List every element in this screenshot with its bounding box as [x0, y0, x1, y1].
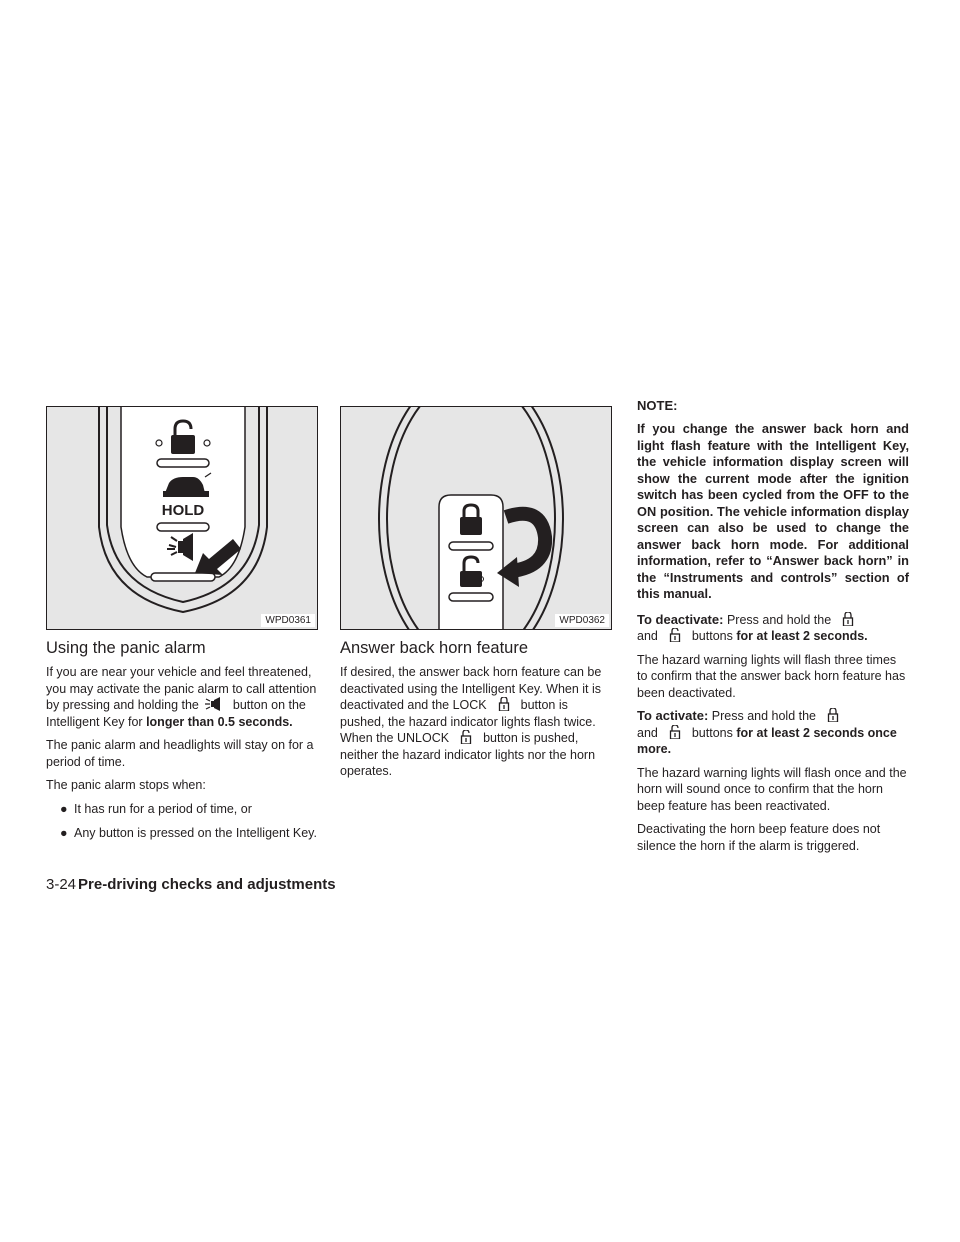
- figure-lock-key: [340, 406, 612, 630]
- column-right: [637, 398, 909, 861]
- activate-result: The hazard warning lights will flash once and the horn will sound once to confirm that the horn beep feature has been reactivated.: [637, 765, 907, 813]
- activate-text: Press and hold the: [711, 709, 817, 723]
- column-left: [46, 406, 318, 850]
- activate-label: To activate:: [637, 708, 709, 723]
- bullet-icon: ●: [60, 826, 68, 840]
- answer-text-a: If desired, the answer back horn feature can be deactivated using the Intelligent Key. When it is deactivated and the LOCK: [340, 665, 602, 712]
- unlock-button-icon: [455, 730, 477, 744]
- figure-code: WPD0362: [555, 614, 609, 627]
- unlock-button-icon: [664, 725, 686, 739]
- panic-paragraph-2: The panic alarm and headlights will stay on for a period of time.: [46, 738, 314, 769]
- panic-stop-list: [46, 801, 318, 842]
- intelligent-key-lock-illustration: [341, 407, 612, 630]
- and-text: and: [637, 629, 658, 643]
- lock-button-icon: [822, 708, 844, 722]
- panic-duration: longer than 0.5 seconds.: [146, 714, 293, 729]
- and-text: and: [637, 725, 658, 740]
- answer-back-paragraph: [340, 664, 612, 780]
- note-body: If you change the answer back horn and light flash feature with the Intelligent Key, the vehicle information display screen will show the current mode after the ignition switch has been cycled from the OFF to the ON position. The vehicle information display screen can also be used to change the answer back horn mode. For additional information, refer to “Answer back horn” in the “Instruments and controls” section of this manual.: [637, 421, 909, 601]
- deactivate-duration: for at least 2 seconds.: [736, 629, 868, 643]
- column-middle: [340, 406, 612, 787]
- panic-paragraph-3: The panic alarm stops when:: [46, 778, 206, 792]
- bullet-icon: ●: [60, 801, 68, 816]
- figure-panic-key: [46, 406, 318, 630]
- activate-duration: for at least 2 seconds once more.: [637, 725, 897, 756]
- answer-text-c: button is pushed, neither the hazard indicator lights nor the horn operates.: [340, 731, 596, 778]
- section-heading-panic-alarm: Using the panic alarm: [46, 639, 206, 657]
- list-item-text: Any button is pressed on the Intelligent Key.: [74, 826, 317, 840]
- panic-paragraph-1: [46, 664, 318, 730]
- lock-button-icon: [837, 612, 859, 626]
- panic-text-b: button on the Intelligent Key for: [46, 698, 306, 729]
- list-item: [60, 825, 318, 842]
- note-heading: NOTE:: [637, 398, 678, 413]
- buttons-text: buttons: [691, 629, 733, 643]
- final-paragraph: Deactivating the horn beep feature does not silence the horn if the alarm is triggered.: [637, 822, 881, 853]
- list-item: [60, 801, 318, 818]
- chapter-title: Pre-driving checks and adjustments: [78, 876, 336, 893]
- panic-button-icon: [205, 697, 227, 711]
- lock-button-icon: [493, 697, 515, 711]
- deactivate-paragraph: [637, 612, 909, 645]
- page-number: 3-24: [46, 876, 77, 893]
- panic-text-a: If you are near your vehicle and feel threatened, you may activate the panic alarm to call attention by pressing and holding the: [46, 665, 317, 712]
- deactivate-result: The hazard warning lights will flash three times to confirm that the answer back horn feature has been deactivated.: [637, 652, 906, 700]
- section-heading-answer-back: Answer back horn feature: [340, 639, 529, 657]
- activate-paragraph: [637, 708, 909, 758]
- unlock-button-icon: [664, 628, 686, 642]
- buttons-text: buttons: [691, 725, 733, 740]
- list-item-text: It has run for a period of time, or: [74, 801, 252, 816]
- intelligent-key-illustration: [47, 407, 318, 630]
- hold-label: HOLD: [161, 502, 205, 519]
- deactivate-text: Press and hold the: [726, 612, 832, 627]
- answer-text-b: button is pushed, the hazard indicator lights flash twice. When the UNLOCK: [340, 698, 596, 745]
- figure-code: WPD0361: [261, 614, 315, 627]
- page-footer: [46, 876, 336, 893]
- deactivate-label: To deactivate:: [637, 611, 724, 627]
